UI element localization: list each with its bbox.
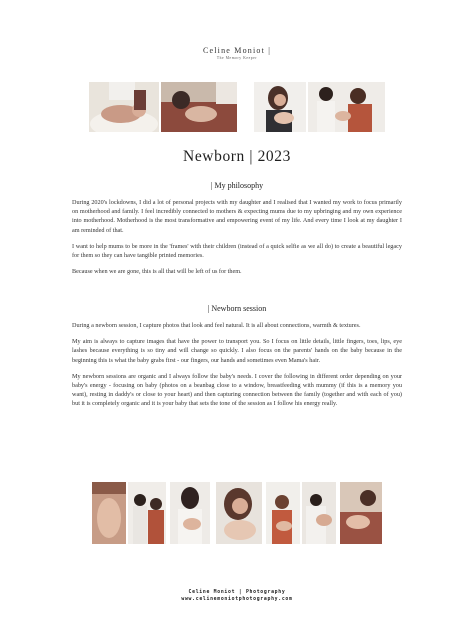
brand-name: Celine Moniot | bbox=[202, 46, 272, 55]
photo-father-holding-baby bbox=[128, 482, 166, 544]
photo-family-with-newborn bbox=[340, 482, 382, 544]
top-photo-strip bbox=[89, 82, 385, 132]
photo-family-portrait bbox=[308, 82, 385, 132]
photo-mother-with-baby bbox=[170, 482, 210, 544]
photo-father-and-baby bbox=[302, 482, 336, 544]
philosophy-heading: | My philosophy bbox=[210, 181, 264, 190]
session-heading: | Newborn session bbox=[207, 304, 267, 313]
bottom-photo-strip bbox=[92, 482, 382, 544]
footer-website-link[interactable]: www.celinemoniotphotography.com bbox=[181, 597, 293, 602]
brand-tagline: The Memory Keeper bbox=[216, 56, 258, 60]
philosophy-paragraph: During 2020's lockdowns, I did a lot of personal projects with my daughter and I realised that I wanted my work to focus primarily on motherhood and family. I feel incredibly connected to mothers & expecting mums due to my upbringing and my own experience into motherhood. Motherhood is the most transformative and empowering event of my life. And every time I look at my daughter I am reminded of that. bbox=[72, 199, 402, 234]
philosophy-paragraph: I want to help mums to be more in the 'frames' with their children (instead of a quick selfie as we all do) to create a beautiful legacy for them so they can have tangible printed memories. bbox=[72, 242, 402, 260]
brand-header bbox=[0, 46, 474, 60]
photo-parent-with-baby bbox=[161, 82, 237, 132]
photo-baby-feet bbox=[92, 482, 126, 544]
page-title: Newborn | 2023 bbox=[183, 148, 291, 165]
session-body bbox=[72, 321, 402, 416]
photo-child-with-baby bbox=[266, 482, 300, 544]
philosophy-paragraph: Because when we are gone, this is all that will be left of us for them. bbox=[72, 268, 242, 276]
footer bbox=[0, 589, 474, 603]
session-paragraph: During a newborn session, I capture photos that look and feel natural. It is all about connections, warmth & textures. bbox=[72, 322, 361, 329]
photo-mother-holding-newborn bbox=[89, 82, 159, 132]
session-paragraph: My newborn sessions are organic and I always follow the baby's needs. I cover the following in different order depending on your baby's energy - focusing on baby (photos on a beanbag close to a window, breastfeeding with mummy (if this is a memory you want), resting in daddy's or close to your heart) and then capturing connection between the family (together and with each of you) but it is completely organic and it is your baby that sets the tone of the session as I follow his energy really. bbox=[72, 372, 402, 408]
photo-mother-kissing-baby bbox=[254, 82, 306, 132]
footer-studio-name: Celine Moniot | Photography bbox=[188, 590, 286, 595]
photo-mother-cuddling-baby bbox=[216, 482, 262, 544]
philosophy-body bbox=[72, 198, 402, 283]
session-paragraph: My aim is always to capture images that have the power to transport you. So I focus on little details, little fingers, toes, lips, eye lashes because everything is so tiny and will change so quickly. I also focus on the parents' hands on the baby because in the beginning this is what the baby grabs first - our fingers, our hands and sometimes even Mama's hair. bbox=[72, 338, 402, 364]
